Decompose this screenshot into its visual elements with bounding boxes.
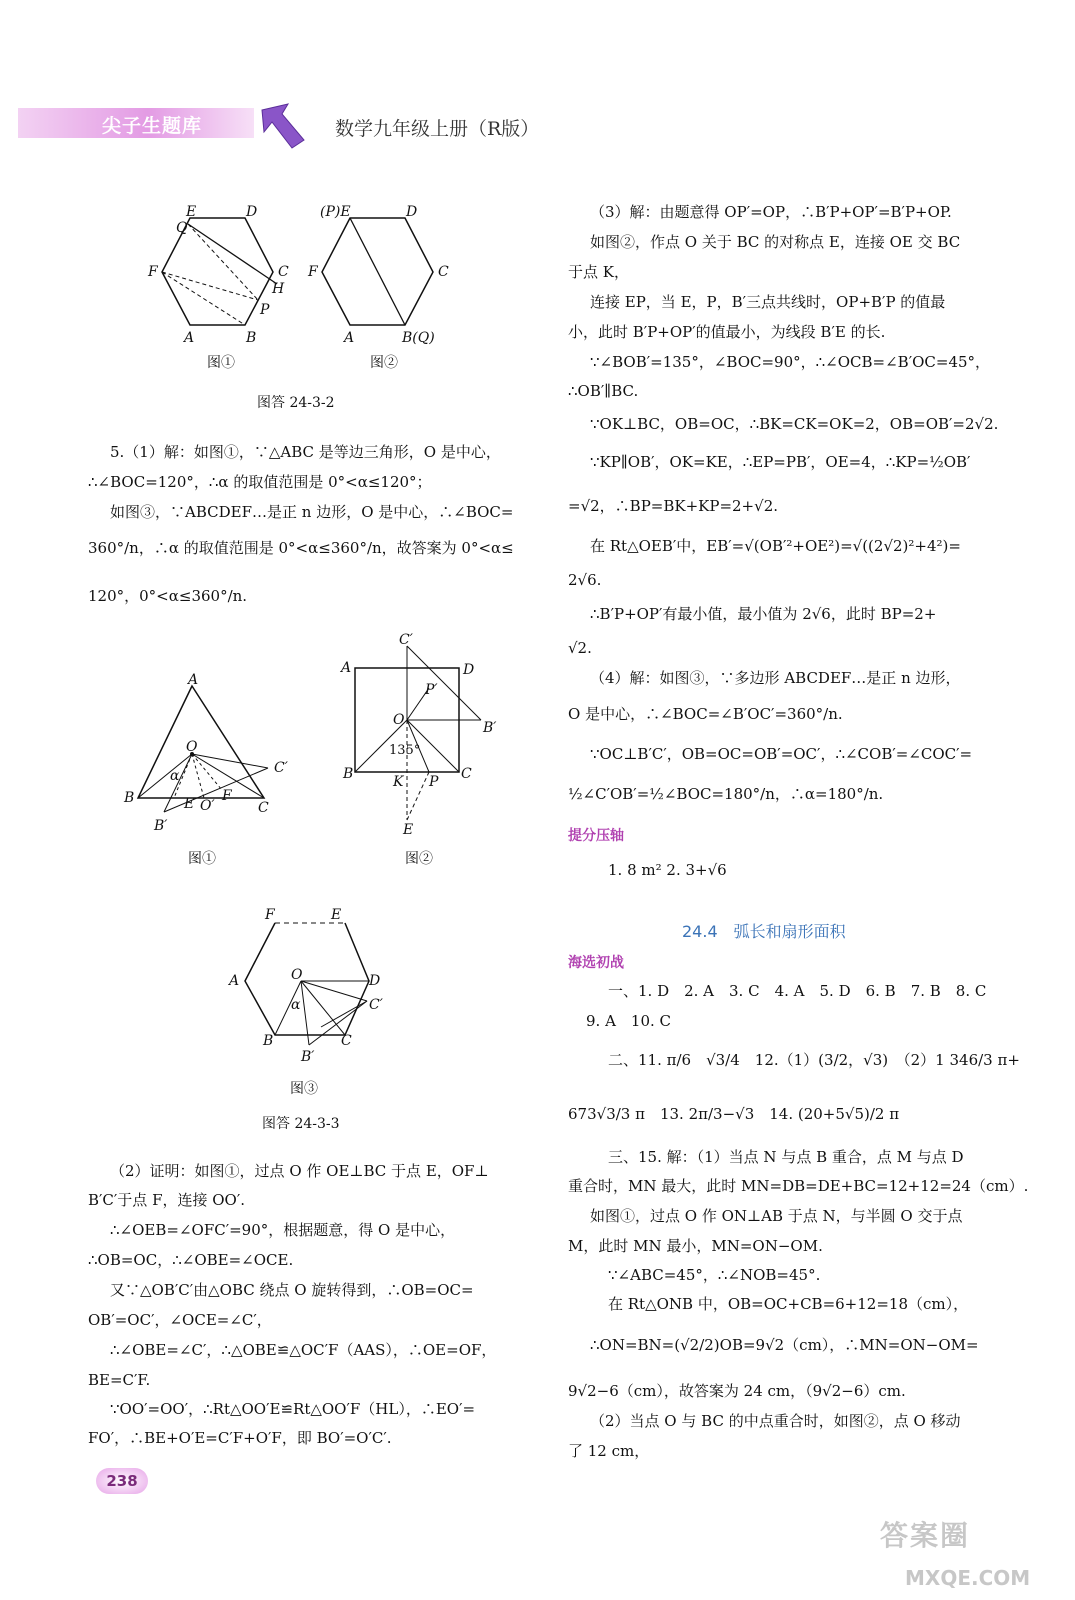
sq-label: B′	[483, 720, 497, 736]
text-line: 三、15. 解：（1）当点 N 与点 B 重合，点 M 与点 D	[608, 1148, 964, 1166]
text-line: ∴OB=OC，∴∠OBE=∠OCE.	[88, 1251, 294, 1269]
figure-triangle	[118, 672, 308, 842]
hex3-label: B′	[301, 1049, 315, 1065]
sq-label: D	[463, 662, 475, 678]
figure-square	[335, 628, 515, 843]
page-number: 238	[96, 1468, 148, 1494]
text-line: 673√3/3 π 13. 2π/3−√3 14. (20+5√5)/2 π	[568, 1105, 900, 1123]
figure-caption-main: 图答 24-3-3	[262, 1116, 340, 1132]
tri-label: C	[258, 800, 269, 816]
figure-caption: 图①	[188, 851, 216, 867]
text-line: 9√2−6（cm），故答案为 24 cm，（9√2−6）cm.	[568, 1382, 906, 1400]
tri-label: B	[124, 790, 135, 806]
header-title: 数学九年级上册（R版）	[335, 118, 540, 140]
hex3-label: O	[291, 967, 303, 983]
text-line: 在 Rt△OEB′中，EB′=√(OB′²+OE²)=√((2√2)²+4²)=	[590, 537, 961, 555]
sq-label: E	[403, 822, 414, 838]
text-line: 如图③，∵ABCDEF…是正 n 边形，O 是中心，∴∠BOC=	[110, 503, 514, 521]
hex3-label: C	[341, 1033, 352, 1049]
hex2-label: F	[308, 264, 318, 280]
text-line: （3）解：由题意得 OP′=OP，∴B′P+OP′=B′P+OP.	[590, 203, 952, 221]
tri-label: B′	[154, 818, 168, 834]
hex1-label: A	[184, 330, 195, 346]
tri-label: O′	[200, 798, 215, 814]
text-line: 5.（1）解：如图①，∵△ABC 是等边三角形，O 是中心，	[110, 443, 501, 461]
figure-24-3-2	[140, 200, 480, 390]
hex1-label: P	[260, 302, 270, 318]
tri-label: E	[184, 796, 195, 812]
hex2-label: (P)E	[320, 204, 351, 220]
text-line: OB′=OC′，∠OCE=∠C′，	[88, 1311, 272, 1329]
hex3-label: A	[229, 973, 240, 989]
hex1-label: C	[278, 264, 289, 280]
sq-label: P′	[425, 682, 438, 698]
text-line: 重合时，MN 最大，此时 MN=DB=DE+BC=12+12=24（cm）.	[568, 1177, 1029, 1195]
tri-label: A	[188, 672, 199, 688]
sq-label: C′	[399, 632, 413, 648]
figure-caption: 图③	[290, 1081, 318, 1097]
text-line: ∵KP∥OB′，OK=KE，∴EP=PB′，OE=4，∴KP=½OB′	[590, 453, 971, 471]
arrow-icon	[258, 100, 308, 152]
header-label: 尖子生题库	[102, 115, 203, 137]
figure-caption: 图①	[207, 355, 235, 371]
hex3-label: F	[265, 907, 275, 923]
hex1-label: D	[246, 204, 258, 220]
hex2-label: C	[438, 264, 449, 280]
hex2-label: A	[344, 330, 355, 346]
text-line: 又∵△OB′C′由△OBC 绕点 O 旋转得到，∴OB=OC=	[110, 1281, 474, 1299]
text-line: 如图②，作点 O 关于 BC 的对称点 E，连接 OE 交 BC	[590, 233, 961, 251]
text-line: 于点 K，	[568, 263, 629, 281]
text-line: 在 Rt△ONB 中，OB=OC+CB=6+12=18（cm），	[608, 1295, 969, 1313]
section-heading: 24.4 弧长和扇形面积	[682, 922, 846, 941]
text-line: ∵∠ABC=45°，∴∠NOB=45°.	[608, 1266, 821, 1284]
text-line: BE=C′F.	[88, 1371, 151, 1389]
watermark: 答案圈	[880, 1519, 971, 1552]
sq-label: C	[461, 766, 472, 782]
text-line: B′C′于点 F，连接 OO′.	[88, 1191, 246, 1209]
section-label: 提分压轴	[568, 828, 624, 844]
text-line: ∵OC⊥B′C′，OB=OC=OB′=OC′，∴∠COB′=∠COC′=	[590, 745, 973, 763]
text-line: （2）当点 O 与 BC 的中点重合时，如图②，点 O 移动	[590, 1412, 961, 1430]
hex3-label: B	[263, 1033, 274, 1049]
figure-caption: 图②	[370, 355, 398, 371]
text-line: 二、11. π/6 √3/4 12.（1）(3/2，√3) （2）1 346/3 π+	[608, 1051, 1020, 1069]
text-line: 连接 EP，当 E，P，B′三点共线时，OP+B′P 的值最	[590, 293, 946, 311]
text-line: 如图①，过点 O 作 ON⊥AB 于点 N，与半圆 O 交于点	[590, 1207, 963, 1225]
tri-label: C′	[274, 760, 288, 776]
text-line: 2√6.	[568, 571, 602, 589]
hex1-label: H	[272, 281, 285, 297]
text-line: ∴OB′∥BC.	[568, 382, 639, 400]
hex1-label: Q	[176, 220, 188, 236]
section-label: 海选初战	[568, 955, 624, 971]
text-line: 360°/n，∴α 的取值范围是 0°<α≤360°/n，故答案为 0°<α≤	[88, 539, 514, 557]
sq-label: 135°	[389, 743, 421, 758]
text-line: ∵OK⊥BC，OB=OC，∴BK=CK=OK=2，OB=OB′=2√2.	[590, 415, 999, 433]
text-line: 小，此时 B′P+OP′的值最小，为线段 B′E 的长.	[568, 323, 886, 341]
hex1-label: F	[148, 264, 158, 280]
sq-label: B	[343, 766, 354, 782]
text-line: （4）解：如图③，∵多边形 ABCDEF…是正 n 边形，	[590, 669, 961, 687]
text-line: （2）证明：如图①，过点 O 作 OE⊥BC 于点 E，OF⊥	[110, 1162, 489, 1180]
text-line: O 是中心，∴∠BOC=∠B′OC′=360°/n.	[568, 705, 843, 723]
text-line: ∴ON=BN=(√2/2)OB=9√2（cm），∴MN=ON−OM=	[590, 1336, 979, 1354]
text-line: 120°，0°<α≤360°/n.	[88, 587, 248, 605]
figure-caption-main: 图答 24-3-2	[257, 395, 335, 411]
hex2-label: D	[406, 204, 418, 220]
text-line: 一、1. D 2. A 3. C 4. A 5. D 6. B 7. B 8. C	[608, 982, 987, 1000]
hex3-label: α	[291, 997, 301, 1013]
figure-hexagon-3	[225, 905, 395, 1065]
sq-label: A	[341, 660, 352, 676]
text-line: M，此时 MN 最小，MN=ON−OM.	[568, 1237, 823, 1255]
text-line: 9. A 10. C	[586, 1012, 672, 1030]
text-line: FO′，∴BE+O′E=C′F+O′F，即 BO′=O′C′.	[88, 1429, 392, 1447]
figure-caption: 图②	[405, 851, 433, 867]
text-line: ∴∠BOC=120°，∴α 的取值范围是 0°<α≤120°；	[88, 473, 432, 491]
text-line: ∵OO′=OO′，∴Rt△OO′E≌Rt△OO′F（HL），∴EO′=	[110, 1400, 476, 1418]
text-line: 1. 8 m² 2. 3+√6	[608, 861, 727, 879]
sq-label: K	[393, 774, 404, 790]
text-line: ∴∠OEB=∠OFC′=90°，根据题意，得 O 是中心，	[110, 1221, 456, 1239]
text-line: √2.	[568, 639, 592, 657]
hex3-label: E	[331, 907, 342, 923]
hex3-label: C′	[369, 997, 383, 1013]
tri-label: F	[222, 788, 232, 804]
text-line: ∴∠OBE=∠C′，∴△OBE≌△OC′F（AAS），∴OE=OF，	[110, 1341, 497, 1359]
hex1-label: B	[246, 330, 257, 346]
text-line: ½∠C′OB′=½∠BOC=180°/n，∴α=180°/n.	[568, 785, 884, 803]
text-line: 了 12 cm，	[568, 1442, 650, 1460]
tri-label: α	[170, 768, 180, 784]
hex3-label: D	[369, 973, 381, 989]
sq-label: O	[393, 712, 405, 728]
tri-label: O	[186, 739, 198, 755]
hex2-label: B(Q)	[402, 330, 435, 346]
watermark-url: MXQE.COM	[905, 1566, 1031, 1590]
text-line: ∴B′P+OP′有最小值，最小值为 2√6，此时 BP=2+	[590, 605, 937, 623]
hex1-label: E	[186, 204, 197, 220]
text-line: ∵∠BOB′=135°，∠BOC=90°，∴∠OCB=∠B′OC=45°，	[590, 353, 991, 371]
sq-label: P	[429, 774, 439, 790]
text-line: =√2，∴BP=BK+KP=2+√2.	[568, 497, 779, 515]
